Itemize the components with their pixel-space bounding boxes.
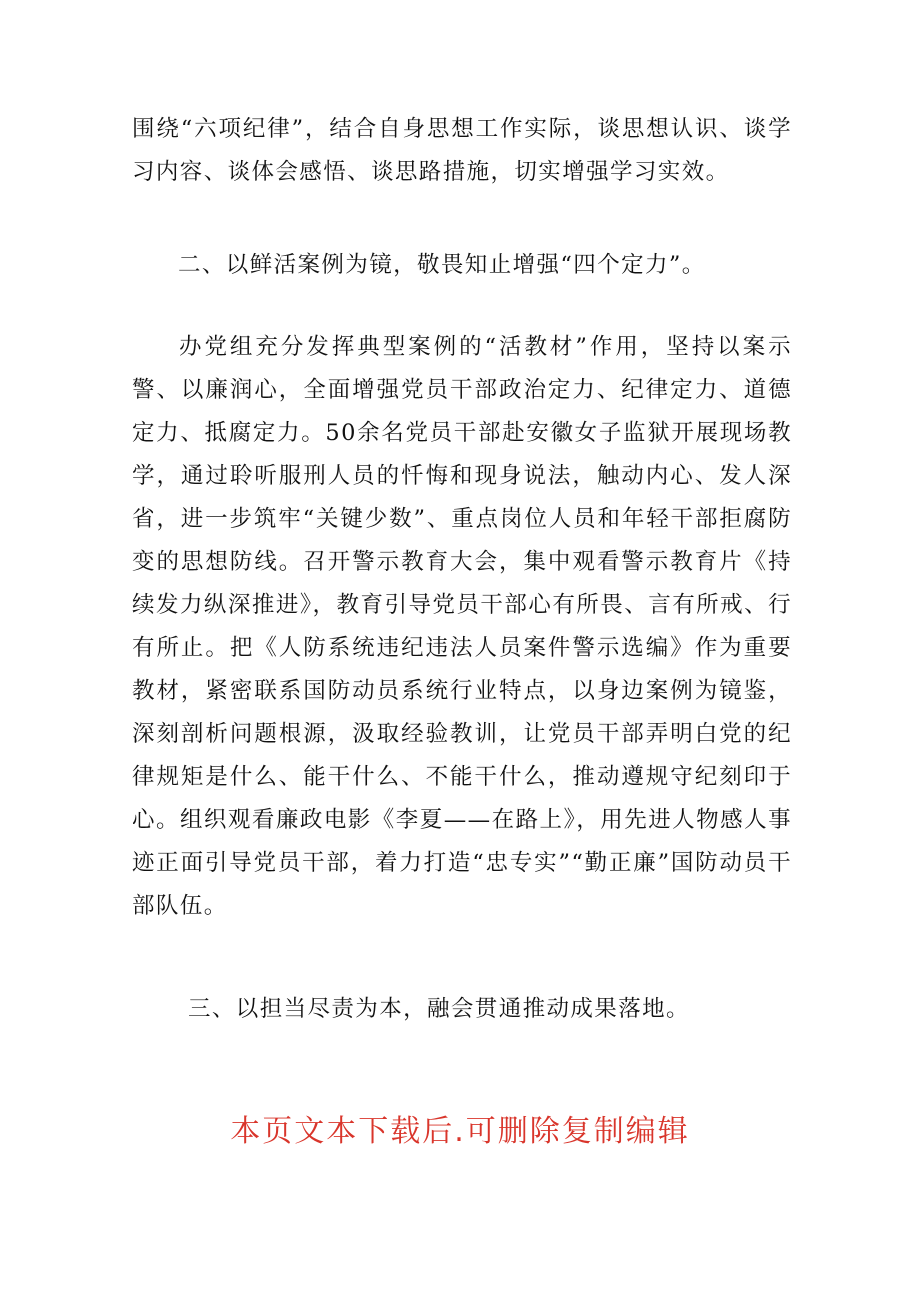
edit-notice: 本页文本下载后.可删除复制编辑	[230, 1114, 690, 1149]
paragraph-case-study: 办党组充分发挥典型案例的“活教材”作用，坚持以案示警、以廉润心，全面增强党员干部政治定力、纪律定力、道德定力、抵腐定力。50余名党员干部赴安徽女子监狱开展现场教学，通过聆听服刑人员的忏悔和现身说法，触动内心、发人深省，进一步筑牢“关键少数”、重点岗位人员和年轻干部拒腐防变的思想防线。召开警示教育大会，集中观看警示教育片《持续发力纵深推进》，教育引导党员干部心有所畏、言有所戒、行有所止。把《人防系统违纪违法人员案件警示选编》作为重要教材，紧密联系国防动员系统行业特点，以身边案例为镜鉴，深刻剖析问题根源，汲取经验教训，让党员干部弄明白党的纪律规矩是什么、能干什么、不能干什么，推动遵规守纪刻印于心。组织观看廉政电影《李夏——在路上》，用先进人物感人事迹正面引导党员干部，着力打造“忠专实”“勤正廉”国防动员干部队伍。	[132, 334, 792, 919]
paragraph-continuation: 围绕“六项纪律”，结合自身思想工作实际，谈思想认识、谈学习内容、谈体会感悟、谈思路措施，切实增强学习实效。	[132, 116, 792, 185]
section-heading-3: 三、以担当尽责为本，融会贯通推动成果落地。	[188, 996, 690, 1022]
section-heading-2: 二、以鲜活案例为镜，敬畏知止增强“四个定力”。	[178, 252, 706, 278]
